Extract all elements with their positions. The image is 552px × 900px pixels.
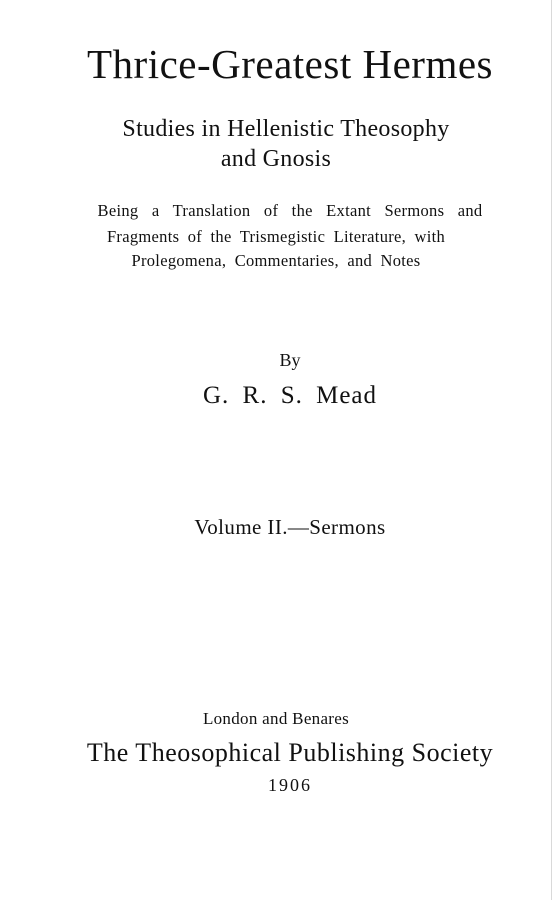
author-name: G. R. S. Mead xyxy=(202,382,378,409)
publication-year: 1906 xyxy=(268,775,312,795)
volume-label: Volume II.—Sermons xyxy=(194,515,386,539)
description-line-1: Being a Translation of the Extant Sermons and xyxy=(97,201,483,220)
description-line-2: Fragments of the Trismegistic Literature, with xyxy=(106,227,446,246)
subtitle-line-2: and Gnosis xyxy=(220,146,332,172)
subtitle-line-1: Studies in Hellenistic Theosophy xyxy=(122,116,450,142)
description-line-3: Prolegomena, Commentaries, and Notes xyxy=(131,251,421,270)
publication-place: London and Benares xyxy=(202,709,350,728)
book-title: Thrice-Greatest Hermes xyxy=(87,41,493,87)
publisher-name: The Theosophical Publishing Society xyxy=(86,738,494,767)
by-label: By xyxy=(279,350,301,370)
